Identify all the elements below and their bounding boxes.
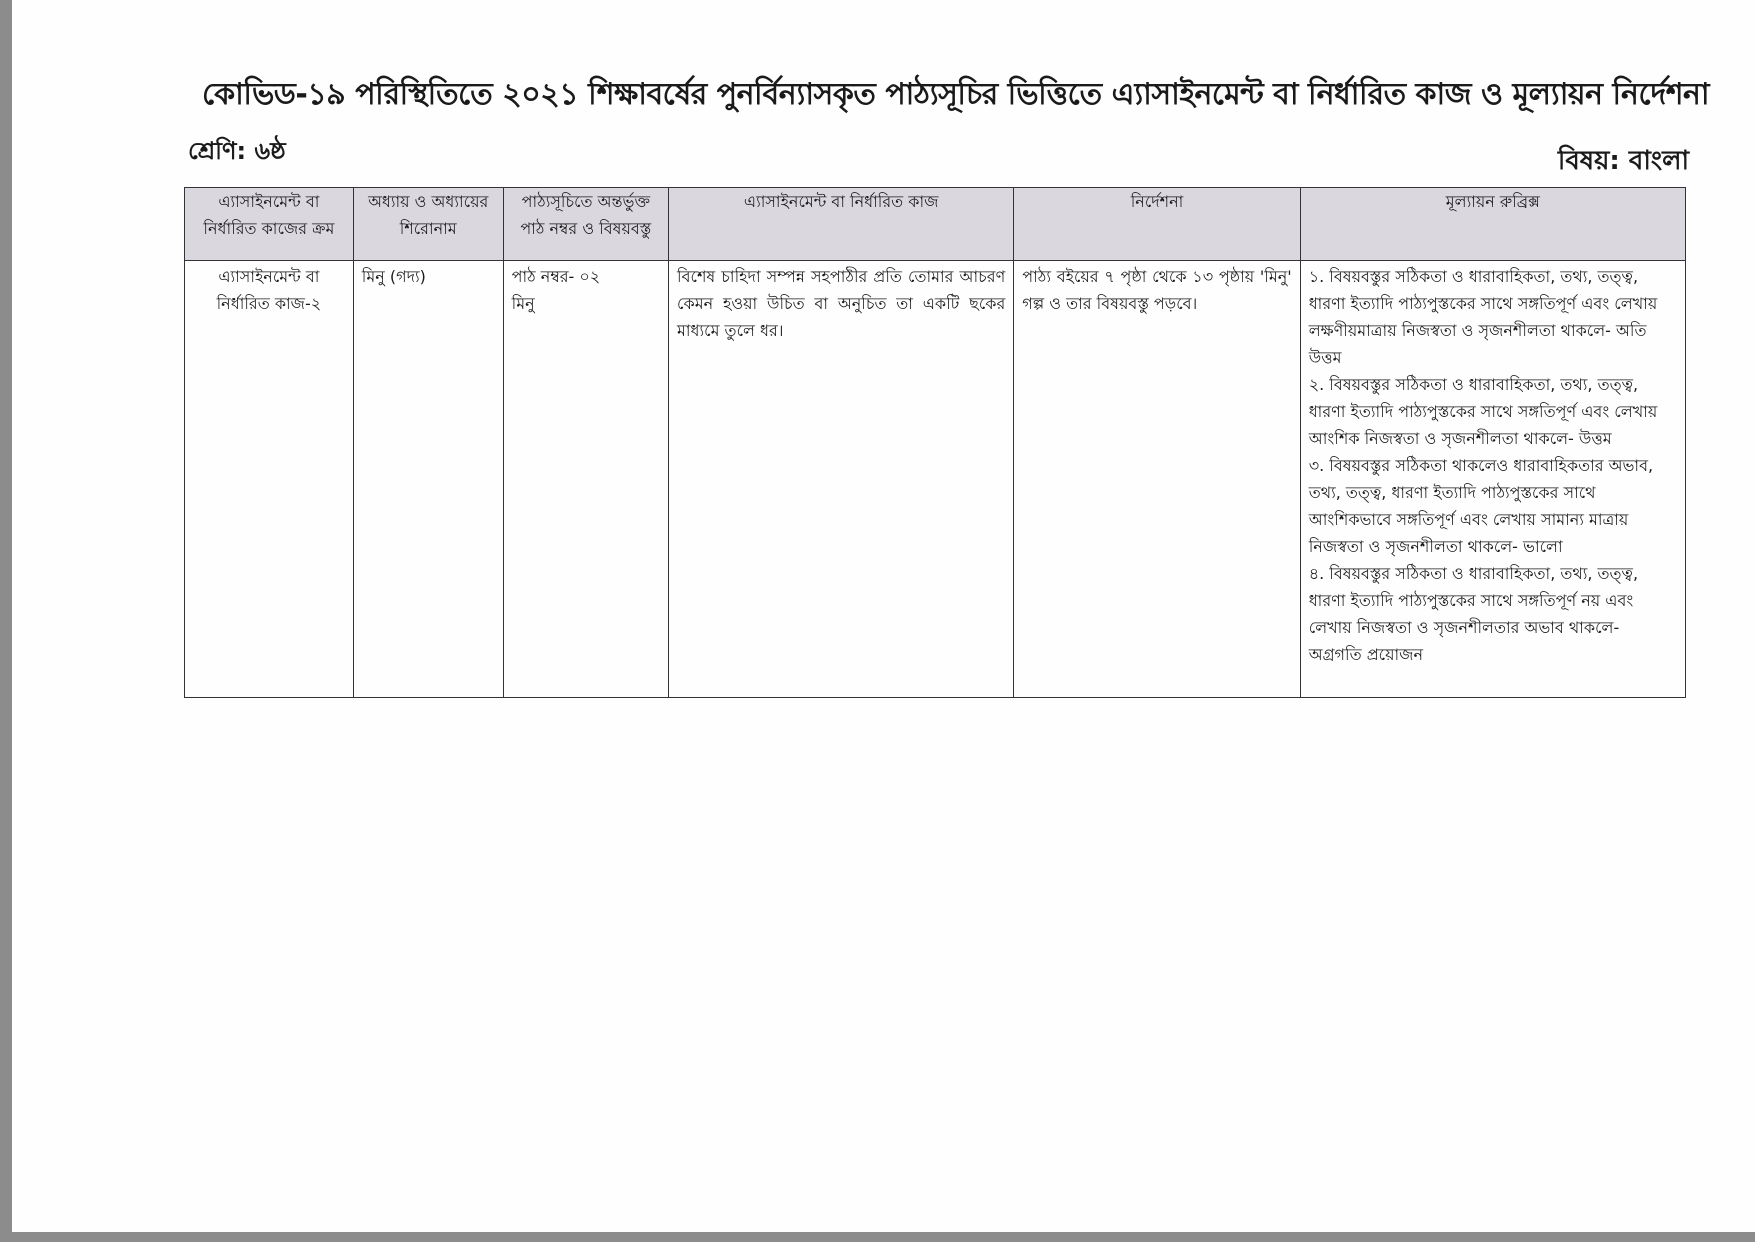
rubric-item: ৪. বিষয়বস্তুর সঠিকতা ও ধারাবাহিকতা, তথ্য, তত্ত্ব, ধারণা ইত্যাদি পাঠ্যপুস্তকের সাথে সঙ্গতিপূর্ণ নয় এবং লেখায় নিজস্বতা ও সৃজনশীলতার অভাব থাকলে- অগ্রগতি প্রয়োজন [1308, 564, 1639, 664]
cell-assignment-no: এ্যাসাইনমেন্ট বা নির্ধারিত কাজ-২ [185, 261, 354, 698]
cell-lesson [503, 261, 668, 698]
assignment-table [184, 187, 1686, 698]
header-instruction: নির্দেশনা [1014, 188, 1300, 261]
header-assigned-task: এ্যাসাইনমেন্ট বা নির্ধারিত কাজ [669, 188, 1014, 261]
header-lesson-content: পাঠ্যসূচিতে অন্তর্ভুক্ত পাঠ নম্বর ও বিষয়বস্তু [503, 188, 668, 261]
cell-rubrics [1300, 261, 1685, 698]
cell-instruction: পাঠ্য বইয়ের ৭ পৃষ্ঠা থেকে ১৩ পৃষ্ঠায় 'মিনু' গল্প ও তার বিষয়বস্তু পড়বে। [1014, 261, 1300, 698]
cell-task: বিশেষ চাহিদা সম্পন্ন সহপাঠীর প্রতি তোমার আচরণ কেমন হওয়া উচিত বা অনুচিত তা একটি ছকের মাধ্যমে তুলে ধর। [669, 261, 1014, 698]
table-header-row [185, 188, 1686, 261]
header-rubrics: মূল্যায়ন রুব্রিক্স [1300, 188, 1685, 261]
table-row [185, 261, 1686, 698]
rubric-item: ২. বিষয়বস্তুর সঠিকতা ও ধারাবাহিকতা, তথ্য, তত্ত্ব, ধারণা ইত্যাদি পাঠ্যপুস্তকের সাথে সঙ্গতিপূর্ণ এবং লেখায় আংশিক নিজস্বতা ও সৃজনশীলতা থাকলে- উত্তম [1308, 375, 1658, 448]
scan-edge-bottom [0, 1232, 1755, 1242]
page-title: কোভিড-১৯ পরিস্থিতিতে ২০২১ শিক্ষাবর্ষের পুনর্বিন্যাসকৃত পাঠ্যসূচির ভিত্তিতে এ্যাসাইনমেন্ট বা নির্ধারিত কাজ ও মূল্যায়ন নির্দেশনা [202, 77, 1710, 112]
rubric-item: ১. বিষয়বস্তুর সঠিকতা ও ধারাবাহিকতা, তথ্য, তত্ত্ব, ধারণা ইত্যাদি পাঠ্যপুস্তকের সাথে সঙ্গতিপূর্ণ এবং লেখায় লক্ষণীয়মাত্রায় নিজস্বতা ও সৃজনশীলতা থাকলে- অতি উত্তম [1308, 267, 1658, 367]
scan-edge-left [0, 0, 12, 1242]
lesson-content: মিনু [511, 294, 535, 313]
header-assignment-order: এ্যাসাইনমেন্ট বা নির্ধারিত কাজের ক্রম [185, 188, 354, 261]
lesson-number: পাঠ নম্বর- ০২ [511, 267, 601, 286]
rubric-item: ৩. বিষয়বস্তুর সঠিকতা থাকলেও ধারাবাহিকতার অভাব, তথ্য, তত্ত্ব, ধারণা ইত্যাদি পাঠ্যপুস্তকের সাথে আংশিকভাবে সঙ্গতিপূর্ণ এবং লেখায় সামান্য মাত্রায় নিজস্বতা ও সৃজনশীলতা থাকলে- ভালো [1308, 456, 1654, 556]
class-label: শ্রেণি: ৬ষ্ঠ [188, 137, 286, 165]
header-chapter-title: অধ্যায় ও অধ্যায়ের শিরোনাম [353, 188, 503, 261]
cell-chapter: মিনু (গদ্য) [353, 261, 503, 698]
subject-label: বিষয়: বাংলা [1557, 146, 1689, 176]
